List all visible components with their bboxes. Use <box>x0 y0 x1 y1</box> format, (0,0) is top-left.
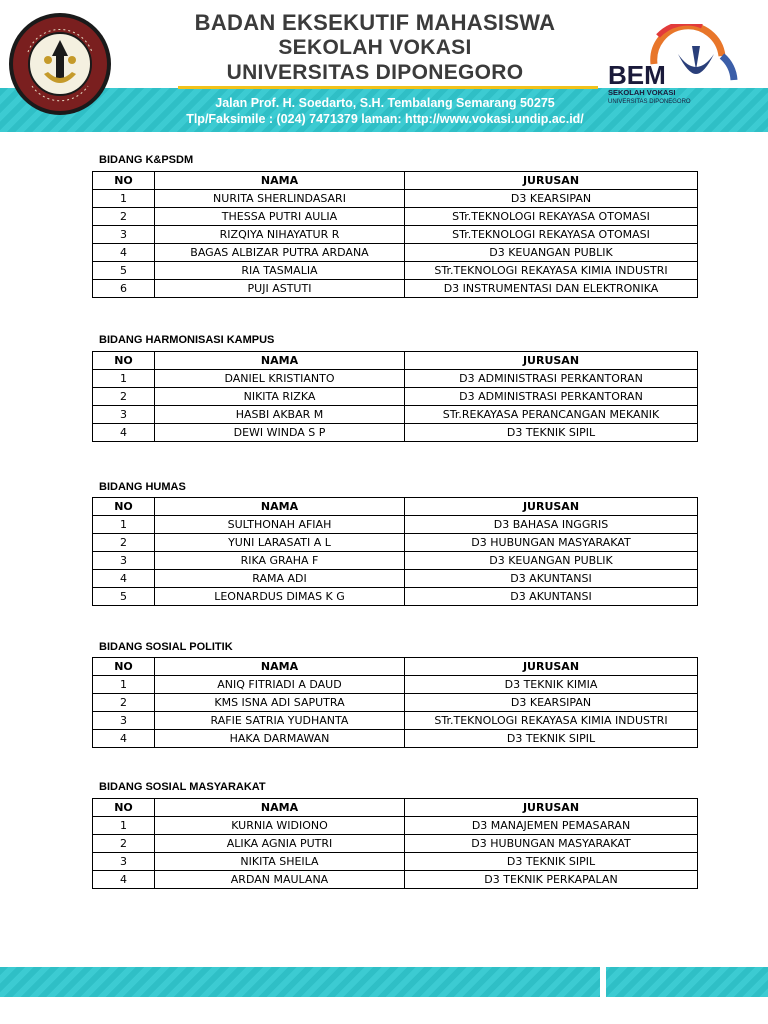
svg-text:UNIVERSITAS DIPONEGORO: UNIVERSITAS DIPONEGORO <box>608 99 691 105</box>
cell-jurusan: D3 KEARSIPAN <box>405 694 698 712</box>
cell-nama: THESSA PUTRI AULIA <box>155 208 405 226</box>
cell-nama: LEONARDUS DIMAS K G <box>155 588 405 606</box>
header-address: Jalan Prof. H. Soedarto, S.H. Tembalang Semarang 50275 <box>215 96 555 110</box>
member-table <box>92 657 698 748</box>
cell-no: 2 <box>93 694 155 712</box>
cell-nama: HAKA DARMAWAN <box>155 730 405 748</box>
header-jurusan: JURUSAN <box>405 799 698 817</box>
table-row <box>93 516 698 534</box>
table-row <box>93 676 698 694</box>
table-row <box>93 853 698 871</box>
cell-nama: RAMA ADI <box>155 570 405 588</box>
header-nama: NAMA <box>155 799 405 817</box>
cell-jurusan: D3 TEKNIK PERKAPALAN <box>405 871 698 889</box>
cell-jurusan: D3 HUBUNGAN MASYARAKAT <box>405 534 698 552</box>
table-row <box>93 424 698 442</box>
header-jurusan: JURUSAN <box>405 352 698 370</box>
cell-nama: ARDAN MAULANA <box>155 871 405 889</box>
table-row <box>93 871 698 889</box>
table-header-row <box>93 172 698 190</box>
cell-jurusan: STr.TEKNOLOGI REKAYASA KIMIA INDUSTRI <box>405 712 698 730</box>
table-row <box>93 190 698 208</box>
table-row <box>93 280 698 298</box>
table-row <box>93 588 698 606</box>
cell-nama: NURITA SHERLINDASARI <box>155 190 405 208</box>
cell-nama: PUJI ASTUTI <box>155 280 405 298</box>
footer-gap <box>600 967 606 997</box>
table-row <box>93 406 698 424</box>
cell-jurusan: D3 AKUNTANSI <box>405 588 698 606</box>
cell-jurusan: D3 KEUANGAN PUBLIK <box>405 244 698 262</box>
table-row <box>93 694 698 712</box>
cell-jurusan: D3 KEARSIPAN <box>405 190 698 208</box>
cell-no: 4 <box>93 730 155 748</box>
svg-text:SEKOLAH VOKASI: SEKOLAH VOKASI <box>608 88 676 97</box>
cell-jurusan: D3 TEKNIK SIPIL <box>405 853 698 871</box>
cell-jurusan: D3 KEUANGAN PUBLIK <box>405 552 698 570</box>
cell-nama: NIKITA RIZKA <box>155 388 405 406</box>
cell-jurusan: STr.TEKNOLOGI REKAYASA OTOMASI <box>405 226 698 244</box>
cell-nama: KURNIA WIDIONO <box>155 817 405 835</box>
cell-nama: NIKITA SHEILA <box>155 853 405 871</box>
header-no: NO <box>93 658 155 676</box>
section-title: BIDANG SOSIAL MASYARAKAT <box>99 781 266 793</box>
header-jurusan: JURUSAN <box>405 658 698 676</box>
cell-nama: DEWI WINDA S P <box>155 424 405 442</box>
cell-no: 2 <box>93 534 155 552</box>
cell-nama: SULTHONAH AFIAH <box>155 516 405 534</box>
cell-no: 1 <box>93 370 155 388</box>
cell-no: 5 <box>93 588 155 606</box>
table-row <box>93 388 698 406</box>
header-title-line3: UNIVERSITAS DIPONEGORO <box>226 61 524 84</box>
table-header-row <box>93 352 698 370</box>
table-header-row <box>93 658 698 676</box>
header-no: NO <box>93 498 155 516</box>
cell-nama: RIKA GRAHA F <box>155 552 405 570</box>
table-row <box>93 534 698 552</box>
cell-nama: BAGAS ALBIZAR PUTRA ARDANA <box>155 244 405 262</box>
cell-jurusan: D3 HUBUNGAN MASYARAKAT <box>405 835 698 853</box>
cell-no: 1 <box>93 190 155 208</box>
table-row <box>93 835 698 853</box>
cell-nama: RIA TASMALIA <box>155 262 405 280</box>
section-title: BIDANG HARMONISASI KAMPUS <box>99 334 275 346</box>
cell-jurusan: D3 ADMINISTRASI PERKANTORAN <box>405 388 698 406</box>
member-table <box>92 351 698 442</box>
cell-nama: ALIKA AGNIA PUTRI <box>155 835 405 853</box>
section-title: BIDANG HUMAS <box>99 481 186 493</box>
cell-jurusan: D3 TEKNIK KIMIA <box>405 676 698 694</box>
table-header-row <box>93 498 698 516</box>
cell-no: 4 <box>93 244 155 262</box>
cell-jurusan: STr.TEKNOLOGI REKAYASA OTOMASI <box>405 208 698 226</box>
header-nama: NAMA <box>155 172 405 190</box>
table-row <box>93 208 698 226</box>
cell-no: 2 <box>93 208 155 226</box>
header-title-line2: SEKOLAH VOKASI <box>278 36 472 59</box>
cell-no: 3 <box>93 853 155 871</box>
table-row <box>93 262 698 280</box>
table-row <box>93 370 698 388</box>
cell-no: 6 <box>93 280 155 298</box>
cell-nama: RIZQIYA NIHAYATUR R <box>155 226 405 244</box>
gold-divider <box>178 86 598 89</box>
header-nama: NAMA <box>155 658 405 676</box>
member-table <box>92 171 698 298</box>
cell-jurusan: D3 TEKNIK SIPIL <box>405 730 698 748</box>
section-title: BIDANG SOSIAL POLITIK <box>99 641 233 653</box>
cell-jurusan: D3 AKUNTANSI <box>405 570 698 588</box>
cell-jurusan: D3 INSTRUMENTASI DAN ELEKTRONIKA <box>405 280 698 298</box>
cell-no: 4 <box>93 871 155 889</box>
header-jurusan: JURUSAN <box>405 172 698 190</box>
header-nama: NAMA <box>155 498 405 516</box>
cell-jurusan: STr.REKAYASA PERANCANGAN MEKANIK <box>405 406 698 424</box>
header-no: NO <box>93 799 155 817</box>
cell-no: 1 <box>93 516 155 534</box>
cell-no: 3 <box>93 552 155 570</box>
table-row <box>93 226 698 244</box>
cell-no: 4 <box>93 424 155 442</box>
cell-jurusan: D3 BAHASA INGGRIS <box>405 516 698 534</box>
cell-nama: ANIQ FITRIADI A DAUD <box>155 676 405 694</box>
member-table <box>92 497 698 606</box>
table-row <box>93 570 698 588</box>
table-row <box>93 244 698 262</box>
cell-nama: YUNI LARASATI A L <box>155 534 405 552</box>
cell-no: 3 <box>93 406 155 424</box>
cell-jurusan: STr.TEKNOLOGI REKAYASA KIMIA INDUSTRI <box>405 262 698 280</box>
cell-nama: DANIEL KRISTIANTO <box>155 370 405 388</box>
cell-no: 3 <box>93 226 155 244</box>
cell-no: 1 <box>93 676 155 694</box>
cell-no: 2 <box>93 835 155 853</box>
member-table <box>92 798 698 889</box>
table-header-row <box>93 799 698 817</box>
cell-nama: KMS ISNA ADI SAPUTRA <box>155 694 405 712</box>
table-row <box>93 817 698 835</box>
header-contact: Tlp/Faksimile : (024) 7471379 laman: http://www.vokasi.undip.ac.id/ <box>186 112 584 126</box>
header-jurusan: JURUSAN <box>405 498 698 516</box>
cell-jurusan: D3 ADMINISTRASI PERKANTORAN <box>405 370 698 388</box>
svg-text:BEM: BEM <box>608 60 666 90</box>
section-title: BIDANG K&PSDM <box>99 154 194 166</box>
cell-no: 3 <box>93 712 155 730</box>
letterhead <box>0 0 768 134</box>
header-no: NO <box>93 352 155 370</box>
header-no: NO <box>93 172 155 190</box>
cell-nama: RAFIE SATRIA YUDHANTA <box>155 712 405 730</box>
cell-jurusan: D3 TEKNIK SIPIL <box>405 424 698 442</box>
header-title-line1: BADAN EKSEKUTIF MAHASISWA <box>194 10 556 35</box>
cell-nama: HASBI AKBAR M <box>155 406 405 424</box>
footer-stripe <box>0 967 768 997</box>
table-row <box>93 552 698 570</box>
cell-no: 4 <box>93 570 155 588</box>
cell-jurusan: D3 MANAJEMEN PEMASARAN <box>405 817 698 835</box>
cell-no: 2 <box>93 388 155 406</box>
header-nama: NAMA <box>155 352 405 370</box>
university-seal-icon <box>8 12 112 116</box>
bem-logo-icon <box>606 24 756 108</box>
cell-no: 5 <box>93 262 155 280</box>
table-row <box>93 712 698 730</box>
table-row <box>93 730 698 748</box>
cell-no: 1 <box>93 817 155 835</box>
